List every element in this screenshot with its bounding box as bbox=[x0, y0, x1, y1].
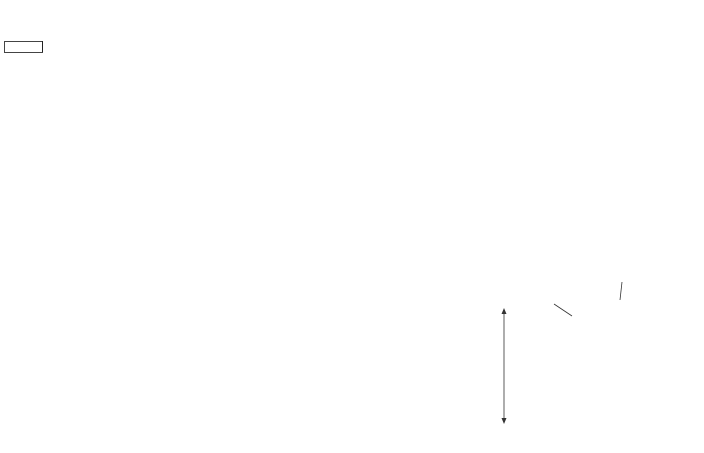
character-table-header bbox=[5, 42, 636, 53]
uranocene-top-view bbox=[522, 266, 702, 452]
character-table bbox=[4, 41, 635, 53]
arrowhead-up bbox=[502, 308, 507, 314]
uranocene-side-view bbox=[312, 254, 522, 450]
ch-pointer bbox=[554, 304, 572, 316]
cc-pointer bbox=[620, 282, 622, 300]
group-symbol bbox=[5, 42, 43, 53]
arrowhead-down bbox=[502, 418, 507, 424]
